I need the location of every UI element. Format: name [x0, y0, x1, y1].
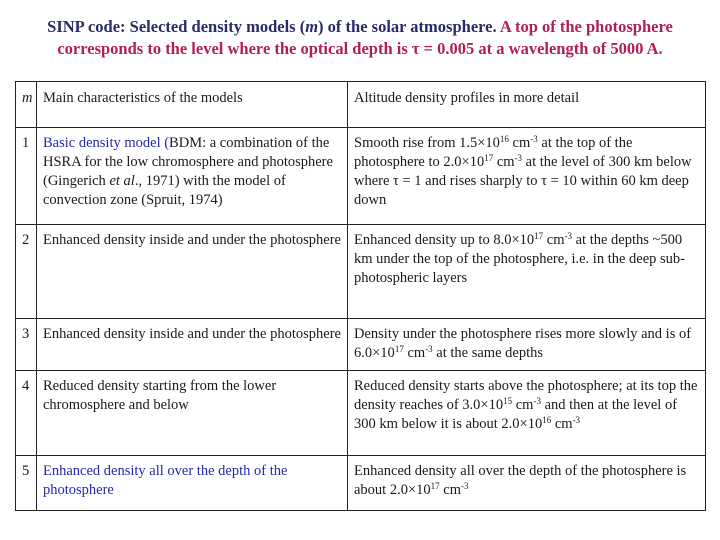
- title-line-2: corresponds to the level where the optical depth is τ = 0.005 at a wavelength of 5000 A.: [57, 39, 663, 58]
- row-number: 4: [16, 371, 37, 456]
- header-cell-profile: Altitude density profiles in more detail: [348, 82, 706, 128]
- row-density-profile: Enhanced density all over the depth of the photosphere is about $2.0\times 10^{17}$ $cm^{-3}$: [348, 456, 706, 511]
- table-row: [16, 128, 706, 225]
- row-main-characteristics: Enhanced density all over the depth of the photosphere: [37, 456, 348, 511]
- row-density-profile: Reduced density starts above the photosphere; at its top the density reaches of $3.0\times 10^{15}$ $cm^{-3}$ and then at the level of 300 km below it is about $2.0\times 10^{16}$ $cm^{-3}$: [348, 371, 706, 456]
- row-density-profile: Enhanced density up to $8.0\times 10^{17}$ $cm^{-3}$ at the depths ~500 km under the top of the photosphere, i.e. in the deep sub-photospheric layers: [348, 225, 706, 319]
- row-main-characteristics: Enhanced density inside and under the photosphere: [37, 225, 348, 319]
- table-header-row: [16, 82, 706, 128]
- row-number: 3: [16, 319, 37, 371]
- row-number: 1: [16, 128, 37, 225]
- row-density-profile: Density under the photosphere rises more slowly and is of $6.0\times 10^{17}$ $cm^{-3}$ at the same depths: [348, 319, 706, 371]
- density-models-table: [15, 81, 706, 511]
- table-row: [16, 371, 706, 456]
- row-density-profile: Smooth rise from $1.5\times 10^{16}$ $cm^{-3}$ at the top of the photosphere to $2.0\times 10^{17}$ $cm^{-3}$ at the level of 300 km below where τ = 1 and rises sharply to τ = 10 within 60 km deep down: [348, 128, 706, 225]
- title-line-1: SINP code: Selected density models (m) of the solar atmosphere. A top of the photosphere: [47, 17, 673, 36]
- page-title: [0, 16, 720, 60]
- header-cell-m: m: [16, 82, 37, 128]
- row-number: 2: [16, 225, 37, 319]
- row-main-characteristics: Basic density model (BDM: a combination of the HSRA for the low chromosphere and photosphere (Gingerich et al., 1971) with the model of convection zone (Spruit, 1974): [37, 128, 348, 225]
- table-row: [16, 456, 706, 511]
- table-row: [16, 319, 706, 371]
- row-main-characteristics: Reduced density starting from the lower chromosphere and below: [37, 371, 348, 456]
- table-row: [16, 225, 706, 319]
- header-cell-main: Main characteristics of the models: [37, 82, 348, 128]
- row-number: 5: [16, 456, 37, 511]
- row-main-characteristics: Enhanced density inside and under the photosphere: [37, 319, 348, 371]
